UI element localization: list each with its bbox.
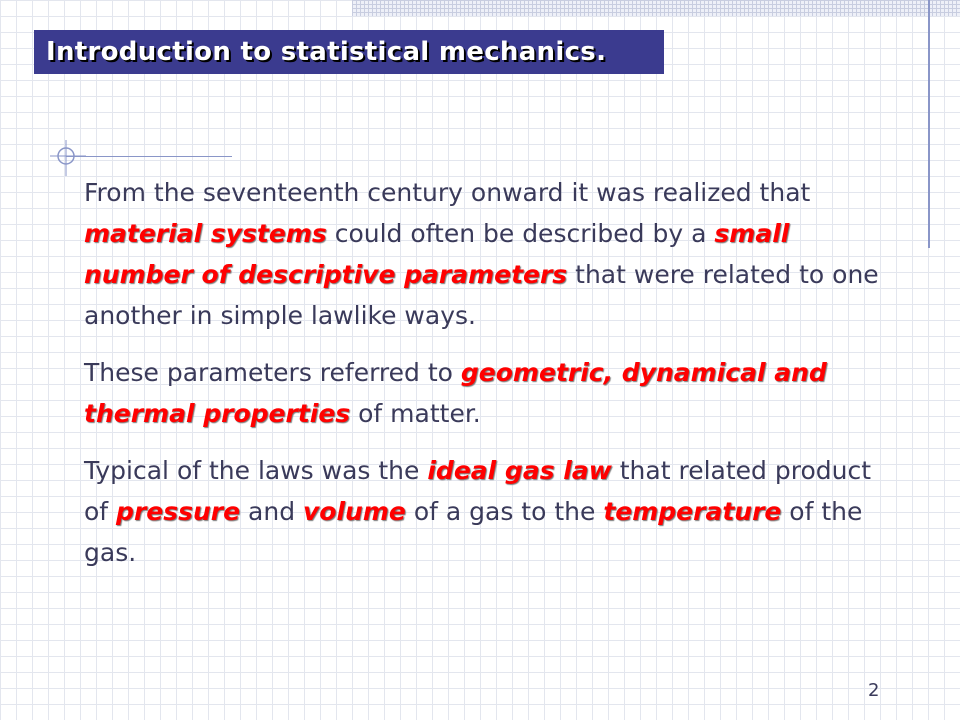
slide-title: Introduction to statistical mechanics.	[46, 37, 607, 67]
text-segment: of matter.	[350, 399, 481, 428]
text-segment: of a gas to the	[405, 497, 604, 526]
text-segment: Typical of the laws was the	[84, 456, 428, 485]
highlighted-term: volume	[303, 497, 406, 526]
highlighted-term: temperature	[603, 497, 782, 526]
highlighted-term: pressure	[116, 497, 241, 526]
decorative-horizontal-line	[66, 156, 232, 157]
text-segment: that were related to one another in simple lawlike ways.	[84, 260, 879, 330]
slide-body	[84, 172, 884, 589]
paragraph	[84, 450, 884, 573]
highlighted-term: small number of descriptive parameters	[84, 219, 790, 289]
highlighted-term: ideal gas law	[427, 456, 612, 485]
decorative-corner-pattern	[352, 0, 960, 16]
decorative-vertical-line	[928, 0, 930, 248]
paragraph	[84, 172, 884, 336]
text-segment: could often be described by a	[326, 219, 715, 248]
text-segment: that related product of	[84, 456, 872, 526]
text-segment: These parameters referred to	[84, 358, 461, 387]
text-segment: and	[240, 497, 304, 526]
paragraph	[84, 352, 884, 434]
text-segment: of the gas.	[84, 497, 863, 567]
circle-target-bullet-icon	[50, 140, 86, 176]
title-box	[34, 30, 664, 74]
page-number: 2	[868, 680, 880, 701]
highlighted-term: geometric, dynamical and thermal properties	[84, 358, 827, 428]
highlighted-term: material systems	[84, 219, 327, 248]
text-segment: From the seventeenth century onward it was realized that	[84, 178, 811, 207]
